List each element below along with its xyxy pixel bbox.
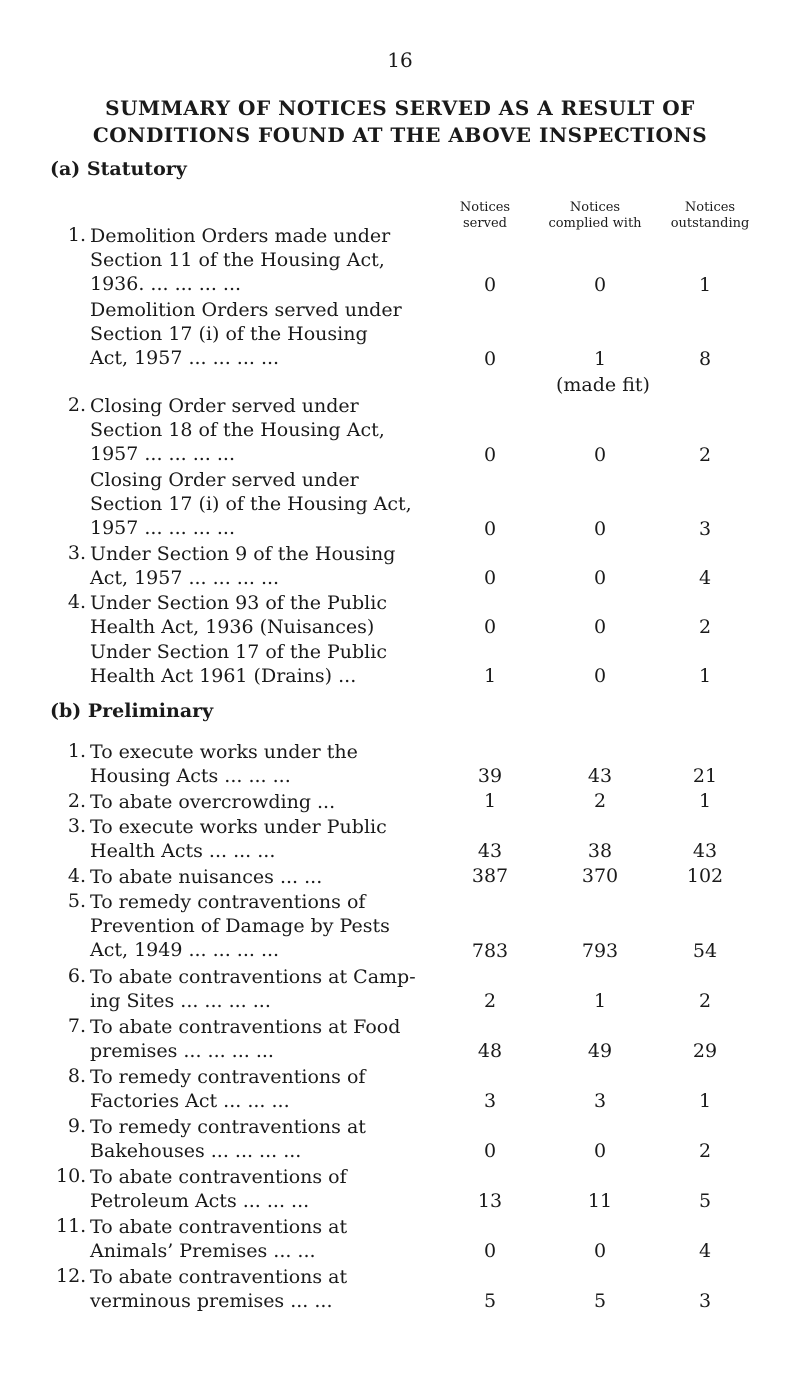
row-number: 4.: [67, 865, 86, 887]
section-heading-preliminary: (b) Preliminary: [50, 700, 214, 722]
outstanding-value: 29: [692, 1040, 718, 1062]
outstanding-value: 43: [692, 840, 718, 862]
column-header-served: Notices served: [459, 200, 511, 231]
outstanding-value: 2: [698, 444, 712, 466]
row-description: To abate overcrowding ...: [90, 791, 336, 813]
complied-value: 793: [581, 940, 619, 962]
complied-value: 2: [593, 790, 607, 812]
outstanding-value: 54: [692, 940, 718, 962]
served-value: 13: [477, 1190, 503, 1212]
row-description: Demolition Orders served under Section 17 (i) of the Housing Act, 1957 ... ... ... ...: [90, 299, 402, 369]
served-value: 39: [477, 765, 503, 787]
served-value: 1: [483, 665, 497, 687]
page-title-line-1: SUMMARY OF NOTICES SERVED AS A RESULT OF: [105, 96, 695, 120]
row-number: 2.: [67, 790, 86, 812]
row-description: To abate contraventions at Animals’ Premises ... ...: [90, 1216, 348, 1262]
served-value: 0: [483, 567, 497, 589]
served-value: 0: [483, 1140, 497, 1162]
page-title-line-2: CONDITIONS FOUND AT THE ABOVE INSPECTIONS: [92, 123, 708, 147]
row-description: Closing Order served under Section 17 (i) of the Housing Act, 1957 ... ... ... ...: [90, 469, 412, 539]
row-description: To remedy contraventions of Prevention of Damage by Pests Act, 1949 ... ... ... ...: [90, 891, 390, 961]
page-number: 16: [387, 48, 413, 72]
served-value: 0: [483, 444, 497, 466]
served-value: 387: [471, 865, 509, 887]
complied-value: 0: [593, 518, 607, 540]
row-description: Under Section 93 of the Public Health Act, 1936 (Nuisances): [90, 592, 387, 638]
complied-value: 49: [587, 1040, 613, 1062]
outstanding-value: 3: [698, 1290, 712, 1312]
row-number: 7.: [67, 1015, 86, 1037]
row-description: To abate nuisances ... ...: [90, 866, 323, 888]
outstanding-value: 1: [698, 274, 712, 296]
outstanding-value: 2: [698, 616, 712, 638]
complied-value: 0: [593, 665, 607, 687]
row-description: To abate contraventions at Camp- ing Sites ... ... ... ...: [90, 966, 416, 1012]
outstanding-value: 2: [698, 990, 712, 1012]
complied-value: 0: [593, 444, 607, 466]
outstanding-value: 102: [686, 865, 724, 887]
complied-value: 1: [593, 348, 607, 370]
row-number: 2.: [67, 394, 86, 416]
outstanding-value: 21: [692, 765, 718, 787]
row-number: 11.: [56, 1215, 87, 1237]
row-number: 5.: [67, 890, 86, 912]
served-value: 5: [483, 1290, 497, 1312]
row-description: Under Section 9 of the Housing Act, 1957 ... ... ... ...: [90, 543, 396, 589]
served-value: 0: [483, 274, 497, 296]
row-number: 9.: [67, 1115, 86, 1137]
row-number: 1.: [67, 224, 86, 246]
complied-value: 5: [593, 1290, 607, 1312]
complied-value: 0: [593, 274, 607, 296]
row-number: 3.: [67, 815, 86, 837]
row-number: 1.: [67, 740, 86, 762]
row-number: 6.: [67, 965, 86, 987]
row-description: Under Section 17 of the Public Health Act 1961 (Drains) ...: [90, 641, 387, 687]
row-number: 12.: [56, 1265, 87, 1287]
complied-value: 0: [593, 616, 607, 638]
section-heading-statutory: (a) Statutory: [50, 158, 187, 180]
outstanding-value: 2: [698, 1140, 712, 1162]
row-description: To remedy contraventions at Bakehouses ... ... ... ...: [90, 1116, 366, 1162]
served-value: 0: [483, 348, 497, 370]
complied-value: 0: [593, 567, 607, 589]
row-description: To execute works under the Housing Acts ... ... ...: [90, 741, 358, 787]
served-value: 0: [483, 1240, 497, 1262]
outstanding-value: 8: [698, 348, 712, 370]
outstanding-value: 5: [698, 1190, 712, 1212]
column-header-complied: Notices complied with: [548, 200, 642, 231]
outstanding-value: 4: [698, 1240, 712, 1262]
outstanding-value: 1: [698, 665, 712, 687]
row-number: 10.: [56, 1165, 87, 1187]
row-description: To execute works under Public Health Acts ... ... ...: [90, 816, 387, 862]
complied-value: 11: [587, 1190, 613, 1212]
served-value: 0: [483, 616, 497, 638]
outstanding-value: 1: [698, 1090, 712, 1112]
outstanding-value: 1: [698, 790, 712, 812]
row-description: Demolition Orders made under Section 11 of the Housing Act, 1936. ... ... ... ...: [90, 225, 391, 295]
complied-value: 1: [593, 990, 607, 1012]
outstanding-value: 4: [698, 567, 712, 589]
served-value: 43: [477, 840, 503, 862]
served-value: 1: [483, 790, 497, 812]
row-description: To abate contraventions of Petroleum Acts ... ... ...: [90, 1166, 347, 1212]
served-value: 0: [483, 518, 497, 540]
complied-value: 38: [587, 840, 613, 862]
complied-value: 0: [593, 1140, 607, 1162]
row-description: Closing Order served under Section 18 of the Housing Act, 1957 ... ... ... ...: [90, 395, 385, 465]
served-value: 2: [483, 990, 497, 1012]
outstanding-value: 3: [698, 518, 712, 540]
served-value: 3: [483, 1090, 497, 1112]
complied-value: 370: [581, 865, 619, 887]
row-description: To abate contraventions at Food premises ... ... ... ...: [90, 1016, 401, 1062]
row-number: 8.: [67, 1065, 86, 1087]
complied-value: 3: [593, 1090, 607, 1112]
complied-value: 43: [587, 765, 613, 787]
column-header-outstanding: Notices outstanding: [670, 200, 750, 231]
served-value: 48: [477, 1040, 503, 1062]
row-description: To remedy contraventions of Factories Act ... ... ...: [90, 1066, 366, 1112]
complied-value: 0: [593, 1240, 607, 1262]
served-value: 783: [471, 940, 509, 962]
row-description: To abate contraventions at verminous premises ... ...: [90, 1266, 348, 1312]
row-number: 4.: [67, 591, 86, 613]
complied-note: (made fit): [556, 374, 650, 396]
row-number: 3.: [67, 542, 86, 564]
